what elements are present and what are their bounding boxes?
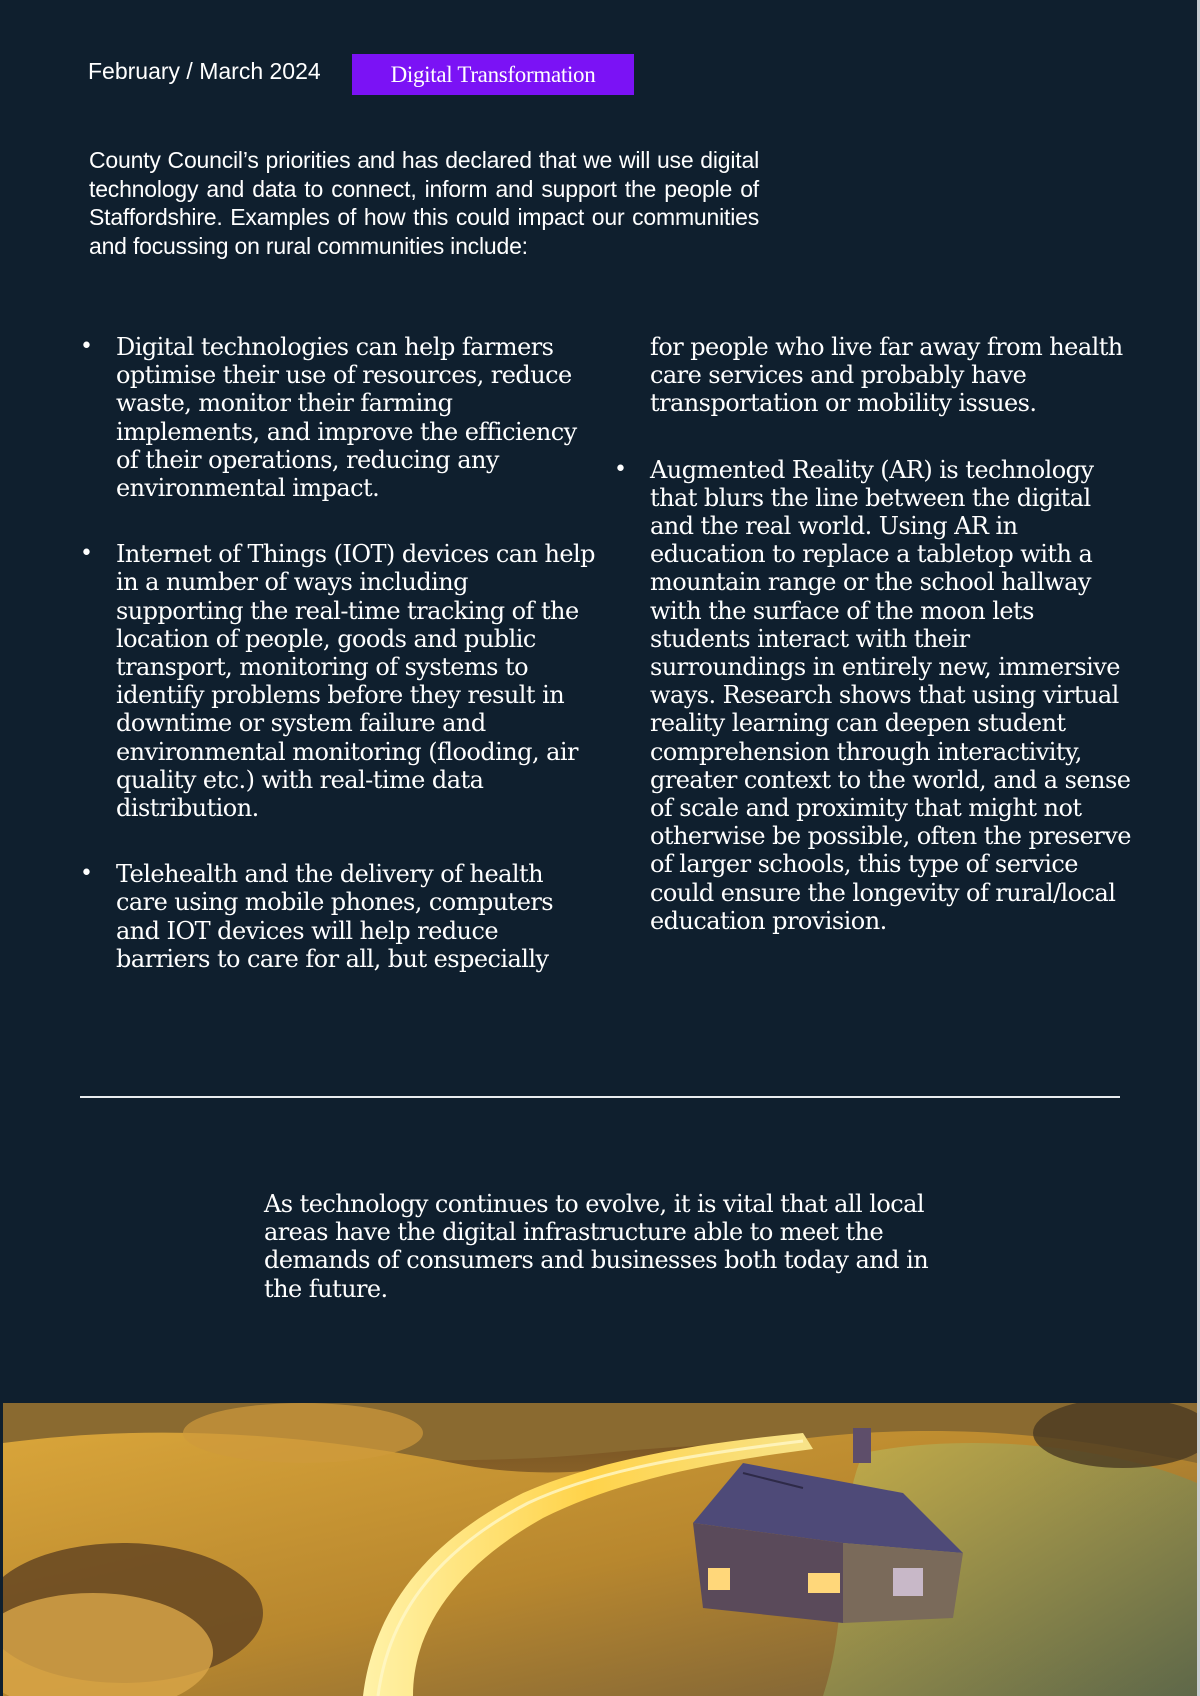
right-column xyxy=(612,333,1132,973)
section-tag: Digital Transformation xyxy=(352,54,634,95)
bullet-item xyxy=(78,860,598,973)
bullet-text-ar: Augmented Reality (AR) is technology that blurs the line between the digital and the real world. Using AR in education to replace a tabletop with a mountain range or the school hallway with the surface of the moon lets students interact with their surroundings in entirely new, immersive ways. Research shows that using virtual reality learning can deepen student comprehension through interactivity, greater context to the world, and a sense of scale and proximity that might not otherwise be possible, often the preserve of larger schools, this type of service could ensure the longevity of rural/local education provision. xyxy=(650,455,1131,935)
bullet-text-telehealth: Telehealth and the delivery of health care using mobile phones, computers and IOT devices will help reduce barriers to care for all, but especially xyxy=(116,860,554,973)
bullet-dot: • xyxy=(80,334,93,359)
bullet-dot: • xyxy=(614,456,627,482)
rural-house-photo xyxy=(3,1403,1197,1696)
bullet-continuation: for people who live far away from health care services and probably have transportation or mobility issues. xyxy=(650,333,1123,418)
intro-paragraph: County Council’s priorities and has declared that we will use digital technology and data to connect, inform and support the people of Staffordshire. Examples of how this could impact our communities and focussing on rural communities include: xyxy=(89,147,759,259)
bullet-text-farming: Digital technologies can help farmers optimise their use of resources, reduce waste, monitor their farming implements, and improve the efficiency of their operations, reducing any environmental impact. xyxy=(116,333,577,503)
bullet-dot: • xyxy=(80,541,93,567)
section-divider xyxy=(80,1096,1120,1098)
bullet-text-iot: Internet of Things (IOT) devices can help in a number of ways including supporting the real-time tracking of the location of people, goods and public transport, monitoring of systems to identify problems before they result in downtime or system failure and environmental monitoring (flooding, air quality etc.) with real-time data distribution. xyxy=(116,540,595,823)
issue-date: February / March 2024 xyxy=(88,58,321,84)
left-column xyxy=(78,333,598,1011)
bullet-item xyxy=(612,456,1132,935)
closing-paragraph: As technology continues to evolve, it is vital that all local areas have the digital infrastructure able to meet the demands of consumers and businesses both today and in the future. xyxy=(264,1190,929,1303)
bullet-item xyxy=(78,333,598,502)
bullet-dot: • xyxy=(80,861,93,887)
bullet-item xyxy=(78,540,598,822)
